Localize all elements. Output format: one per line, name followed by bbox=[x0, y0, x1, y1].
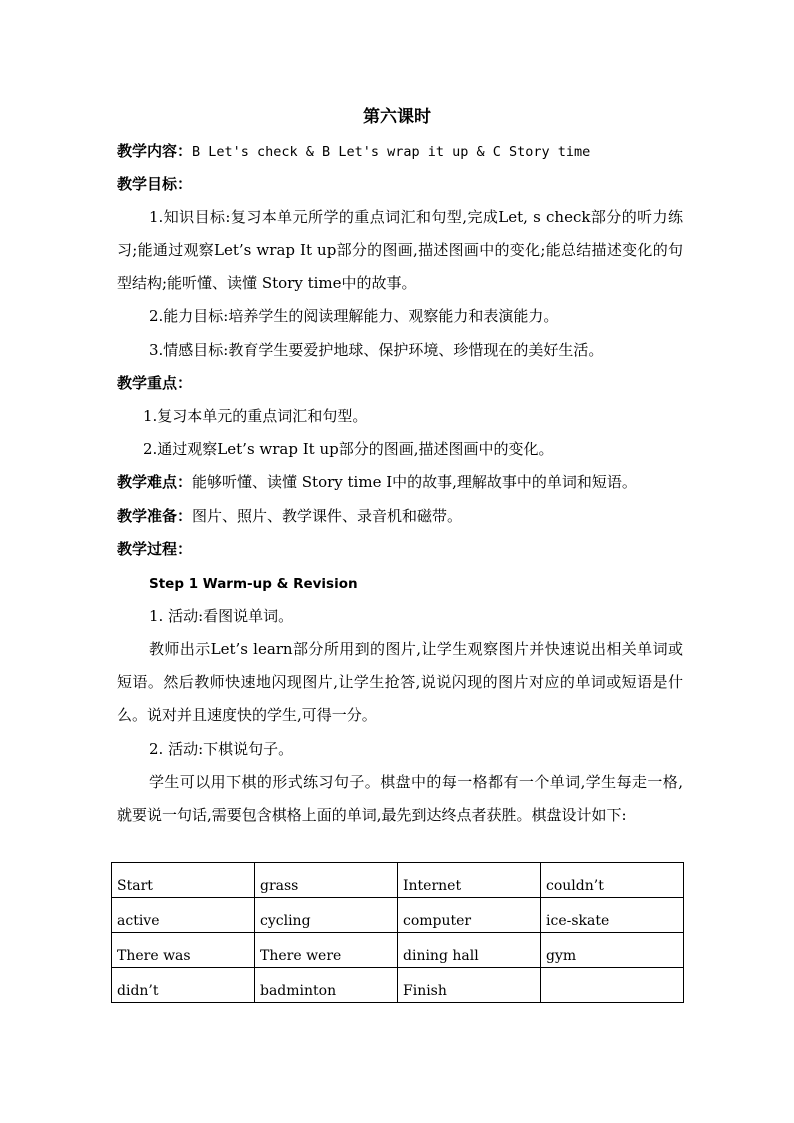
objective-knowledge: 1.知识目标:复习本单元所学的重点词汇和句型,完成Let, s check部分的听力练习;能通过观察Let’s wrap It up部分的图画,描述图画中的变化;能总结描述变化的句型结构;能听懂、读懂 Story time中的故事。 bbox=[117, 208, 683, 292]
preparation-label: 教学准备： bbox=[117, 507, 193, 525]
difficulties-text: 能够听懂、读懂 Story time I中的故事,理解故事中的单词和短语。 bbox=[192, 473, 637, 491]
board-cell: computer bbox=[398, 898, 541, 933]
preparation-text: 图片、照片、教学课件、录音机和磁带。 bbox=[192, 507, 463, 525]
objectives-heading: 教学目标： bbox=[117, 175, 193, 193]
activity2-title: 2. 活动:下棋说句子。 bbox=[149, 740, 294, 758]
board-cell: Internet bbox=[398, 863, 541, 898]
board-cell: Finish bbox=[398, 968, 541, 1003]
lesson-title: 第六课时 bbox=[363, 107, 431, 127]
preparation-line bbox=[117, 500, 682, 533]
board-cell: ice-skate bbox=[541, 898, 684, 933]
key-points-heading: 教学重点： bbox=[117, 374, 193, 392]
chess-board-table bbox=[111, 862, 684, 1003]
step1-heading bbox=[117, 567, 714, 601]
board-row bbox=[112, 898, 684, 933]
board-cell: didn’t bbox=[112, 968, 255, 1003]
board-cell: There was bbox=[112, 933, 255, 968]
teaching-content-line bbox=[117, 135, 682, 169]
activity2-description: 学生可以用下棋的形式练习句子。棋盘中的每一格都有一个单词,学生每走一格,就要说一句话,需要包含棋格上面的单词,最先到达终点者获胜。棋盘设计如下: bbox=[117, 773, 683, 824]
board-cell: There were bbox=[255, 933, 398, 968]
board-cell: dining hall bbox=[398, 933, 541, 968]
difficulties-line bbox=[117, 466, 682, 499]
difficulties-label: 教学难点： bbox=[117, 473, 193, 491]
step1-text: Step 1 Warm-up & Revision bbox=[149, 576, 358, 592]
activity1-title: 1. 活动:看图说单词。 bbox=[149, 607, 294, 625]
teaching-content-label: 教学内容： bbox=[117, 142, 193, 160]
board-row bbox=[112, 863, 684, 898]
board-cell: badminton bbox=[255, 968, 398, 1003]
objective-ability: 2.能力目标:培养学生的阅读理解能力、观察能力和表演能力。 bbox=[149, 307, 559, 325]
board-cell: gym bbox=[541, 933, 684, 968]
key-point-1: 1.复习本单元的重点词汇和句型。 bbox=[143, 407, 368, 425]
board-row bbox=[112, 968, 684, 1003]
board-cell: couldn’t bbox=[541, 863, 684, 898]
activity1-description: 教师出示Let’s learn部分所用到的图片,让学生观察图片并快速说出相关单词或短语。然后教师快速地闪现图片,让学生抢答,说说闪现的图片对应的单词或短语是什么。说对并且速度快的学生,可得一分。 bbox=[117, 640, 683, 724]
objective-emotion: 3.情感目标:教育学生要爱护地球、保护环境、珍惜现在的美好生活。 bbox=[149, 341, 604, 359]
board-cell: cycling bbox=[255, 898, 398, 933]
board-cell: grass bbox=[255, 863, 398, 898]
board-cell: active bbox=[112, 898, 255, 933]
board-cell bbox=[541, 968, 684, 1003]
key-point-2: 2.通过观察Let’s wrap It up部分的图画,描述图画中的变化。 bbox=[143, 440, 554, 458]
board-cell: Start bbox=[112, 863, 255, 898]
process-heading: 教学过程： bbox=[117, 540, 193, 558]
teaching-content-text: B Let's check & B Let's wrap it up & C Story time bbox=[192, 144, 591, 160]
board-row bbox=[112, 933, 684, 968]
